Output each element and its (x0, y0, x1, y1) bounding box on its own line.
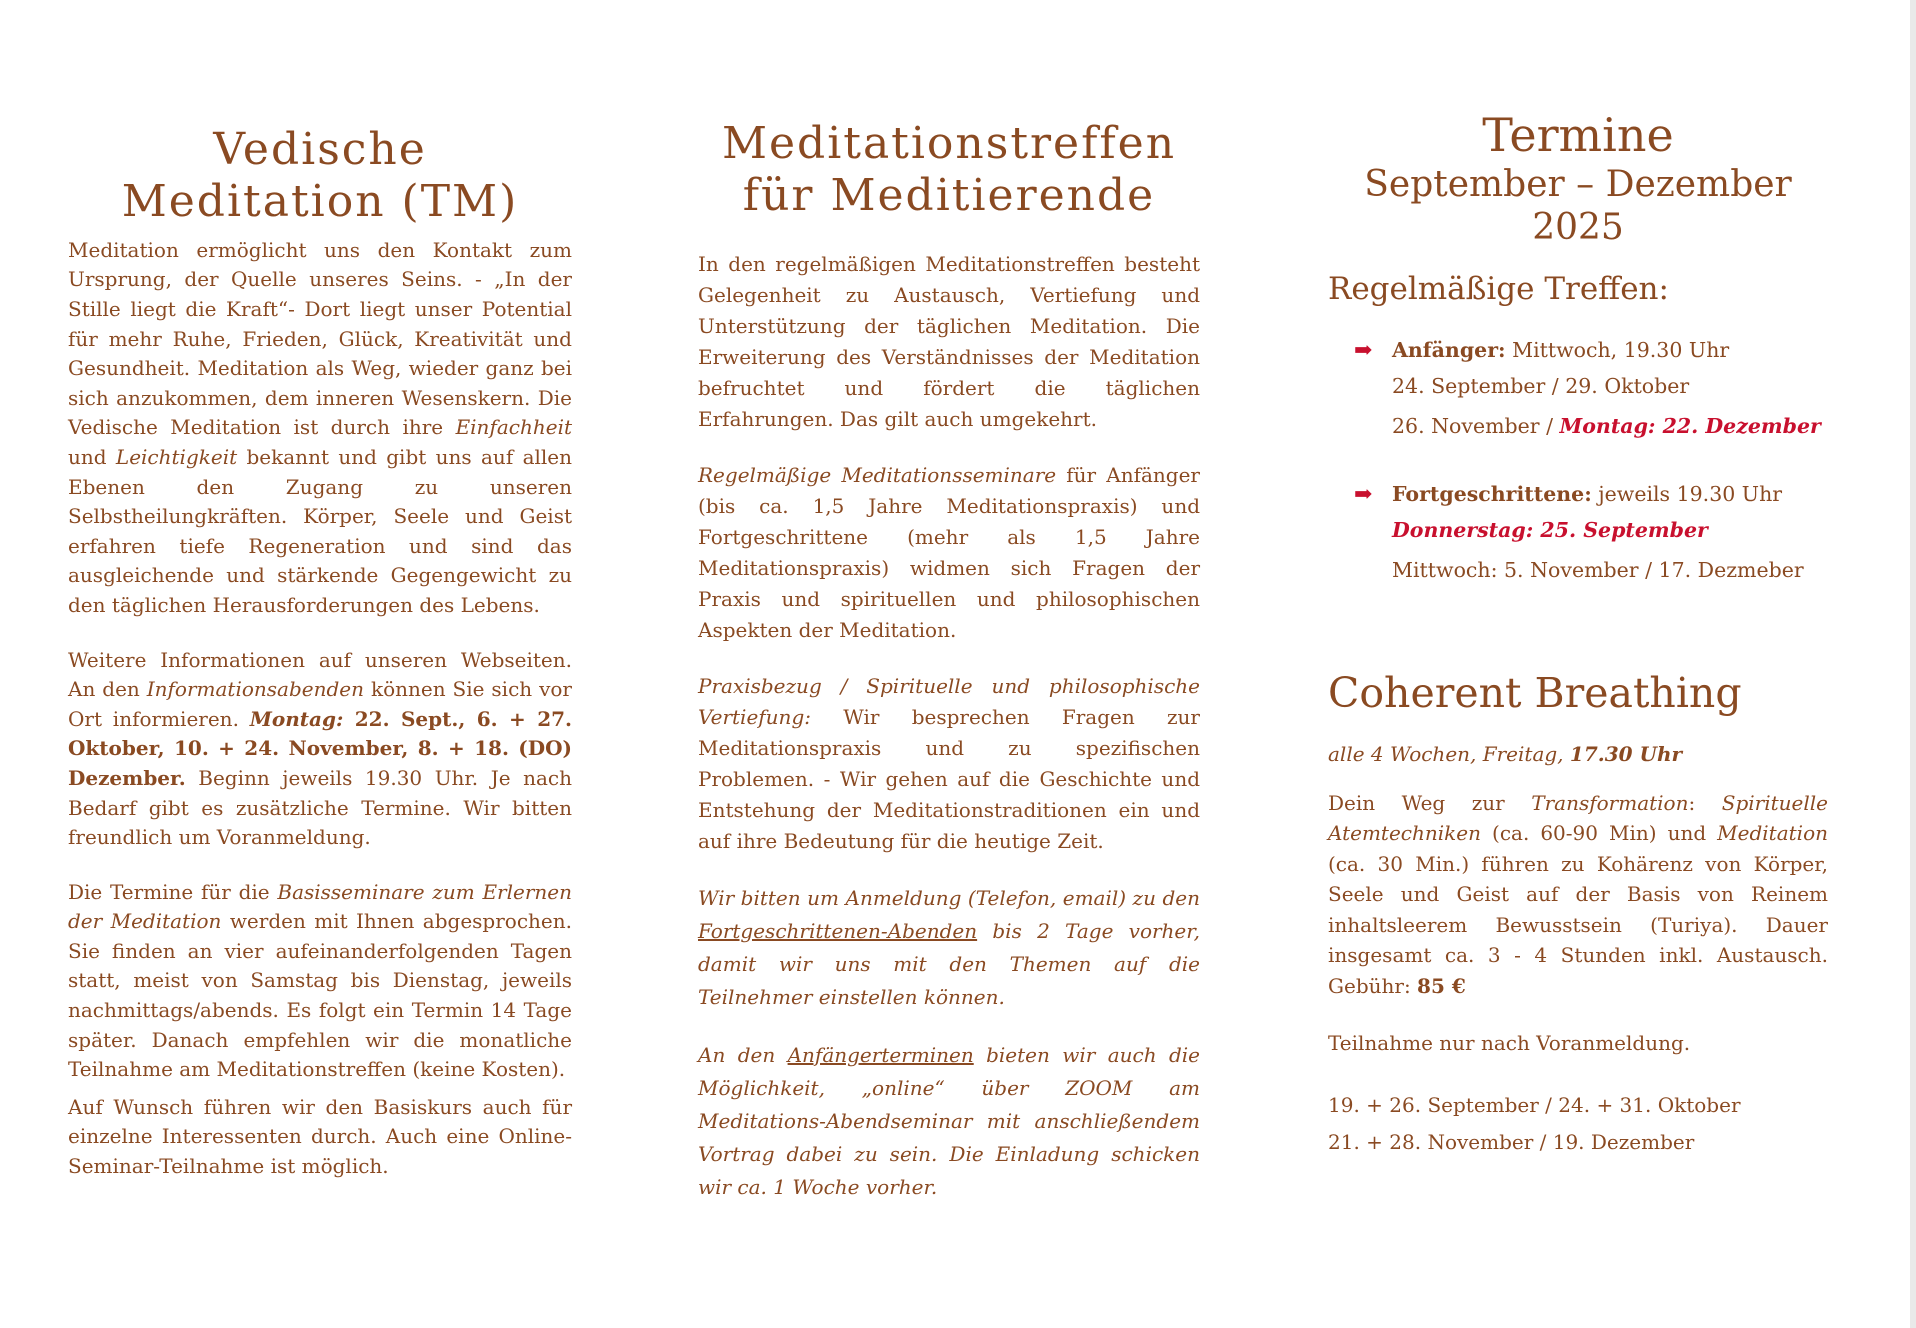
title-line-2: Meditation (TM) (121, 175, 519, 227)
regular-meetings-heading: Regelmäßige Treffen: (1328, 271, 1669, 308)
advanced-special-date: Donnerstag: 25. September (1392, 518, 1708, 543)
termine-subtitle: September – Dezember 2025 (1364, 164, 1792, 248)
meetings-intro-paragraph: In den regelmäßigen Meditationstreffen besteht Gelegenheit zu Austausch, Vertiefung und Unterstützung der täglichen Meditation. Die Erweiterung des Verständnisses der Meditation befruchtet und fördert die täglichen Erfahrungen. Das gilt auch umgekehrt. (698, 251, 1200, 431)
right-arrow-icon: ➡ (1354, 338, 1373, 364)
column-meditationstreffen (698, 0, 1200, 1204)
beginner-row: ➡ Anfänger: Mittwoch, 19.30 Uhr (1328, 335, 1828, 366)
registration-paragraph: Wir bitten um Anmeldung (Telefon, email) zu den Fortgeschrittenen-Abenden bis 2 Tage vorher, damit wir uns mit den Themen auf die Teilnehmer einstellen können. (698, 885, 1200, 1009)
intro-paragraph: Meditation ermöglicht uns den Kontakt zum Ursprung, der Quelle unseres Seins. - „In der Stille liegt die Kraft“- Dort liegt unser Potential für mehr Ruhe, Frieden, Glück, Kreativität und Gesundheit. Meditation als Weg, wieder ganz bei sich anzukommen, dem inneren Wesenskern. Die Vedische Meditation ist durch ihre Einfachheit und Leichtigkeit bekannt und gibt uns auf allen Ebenen den Zugang zu unseren Selbstheilungkräften. Körper, Seele und Geist erfahren tiefe Regeneration und sind das ausgleichende und stärkende Gegengewicht zu den täglichen Herausforderungen des Lebens. (68, 237, 572, 617)
termine-title: Termine (1482, 108, 1674, 162)
beginner-dates-link: Anfängerterminen (787, 1042, 974, 1067)
info-evenings-paragraph: Weitere Informationen auf unseren Webseiten. An den Informationsabenden können Sie sich vor Ort informieren. Montag: 22. Sept., 6. + 27. Oktober, 10. + 24. November, 8. + 18. (DO) Dezember. Beginn jeweils 19.30 Uhr. Je nach Bedarf gibt es zusätzliche Termine. Wir bitten freundlich um Voranmeldung. (68, 647, 573, 850)
online-paragraph: An den Anfängerterminen bieten wir auch die Möglichkeit, „online“ über ZOOM am Meditations-Abendseminar mit anschließendem Vortrag dabei zu sein. Die Einladung schicken wir ca. 1 Woche vorher. (698, 1042, 1200, 1199)
column-vedische-meditation (68, 0, 572, 1182)
coherent-breathing-dates-2: 21. + 28. November / 19. Dezember (1328, 1129, 1695, 1154)
coherent-breathing-title: Coherent Breathing (1328, 669, 1742, 718)
title-line-2: für Meditierende (742, 169, 1156, 221)
beginner-special-date: Montag: 22. Dezember (1559, 414, 1821, 439)
coherent-breathing-frequency: alle 4 Wochen, Freitag, 17.30 Uhr (1328, 742, 1683, 767)
regular-seminars-paragraph: Regelmäßige Meditationsseminare für Anfänger (bis ca. 1,5 Jahre Meditationspraxis) und Fortgeschrittene (mehr als 1,5 Jahre Meditationspraxis) widmen sich Fragen der Praxis und spirituellen und philosophischen Aspekten der Meditation. (698, 462, 1200, 642)
basic-seminar-paragraph: Die Termine für die Basisseminare zum Erlernen der Meditation werden mit Ihnen abgesprochen. Sie finden an vier aufeinanderfolgenden Tagen statt, meist von Samstag bis Dienstag, jeweils nachmittags/abends. Es folgt ein Termin 14 Tage später. Danach empfehlen wir die monatliche Teilnahme am Meditationstreffen (keine Kosten). (68, 879, 572, 1082)
beginner-dates-1: 24. September / 29. Oktober (1392, 374, 1690, 399)
right-arrow-icon: ➡ (1354, 482, 1373, 508)
registration-note: Teilnahme nur nach Voranmeldung. (1328, 1031, 1691, 1056)
individual-course-paragraph: Auf Wunsch führen wir den Basiskurs auch für einzelne Interessenten durch. Auch eine Online-Seminar-Teilnahme ist möglich. (68, 1094, 572, 1179)
title-line-1: Meditationstreffen (721, 118, 1177, 169)
beginner-dates-2: 26. November / Montag: 22. Dezember (1392, 414, 1821, 439)
coherent-breathing-paragraph: Dein Weg zur Transformation: Spirituelle Atemtechniken (ca. 60-90 Min) und Meditation (ca. 30 Min.) führen zu Kohärenz von Körper, Seele und Geist auf der Basis von Reinem inhaltsleerem Bewusstsein (Turiya). Dauer insgesamt ca. 3 - 4 Stunden inkl. Austausch. Gebühr: 85 € (1328, 790, 1828, 998)
coherent-breathing-dates-1: 19. + 26. September / 24. + 31. Oktober (1328, 1092, 1741, 1117)
scrollbar[interactable] (1910, 0, 1916, 1328)
practice-paragraph: Praxisbezug / Spirituelle und philosophische Vertiefung: Wir besprechen Fragen zur Meditationspraxis und zu spezifischen Problemen. - Wir gehen auf die Geschichte und Entstehung der Meditationstraditionen ein und auf ihre Bedeutung für die heutige Zeit. (698, 673, 1200, 853)
advanced-row: ➡ Fortgeschrittene: jeweils 19.30 Uhr (1328, 479, 1828, 510)
title-line-1: Vedische (213, 124, 427, 175)
advanced-evenings-link: Fortgeschrittenen-Abenden (698, 918, 978, 943)
meditationstreffen-title (698, 118, 1200, 222)
column-termine (1328, 0, 1828, 1161)
advanced-dates: Mittwoch: 5. November / 17. Dezmeber (1392, 558, 1804, 583)
vedische-title (68, 124, 572, 228)
